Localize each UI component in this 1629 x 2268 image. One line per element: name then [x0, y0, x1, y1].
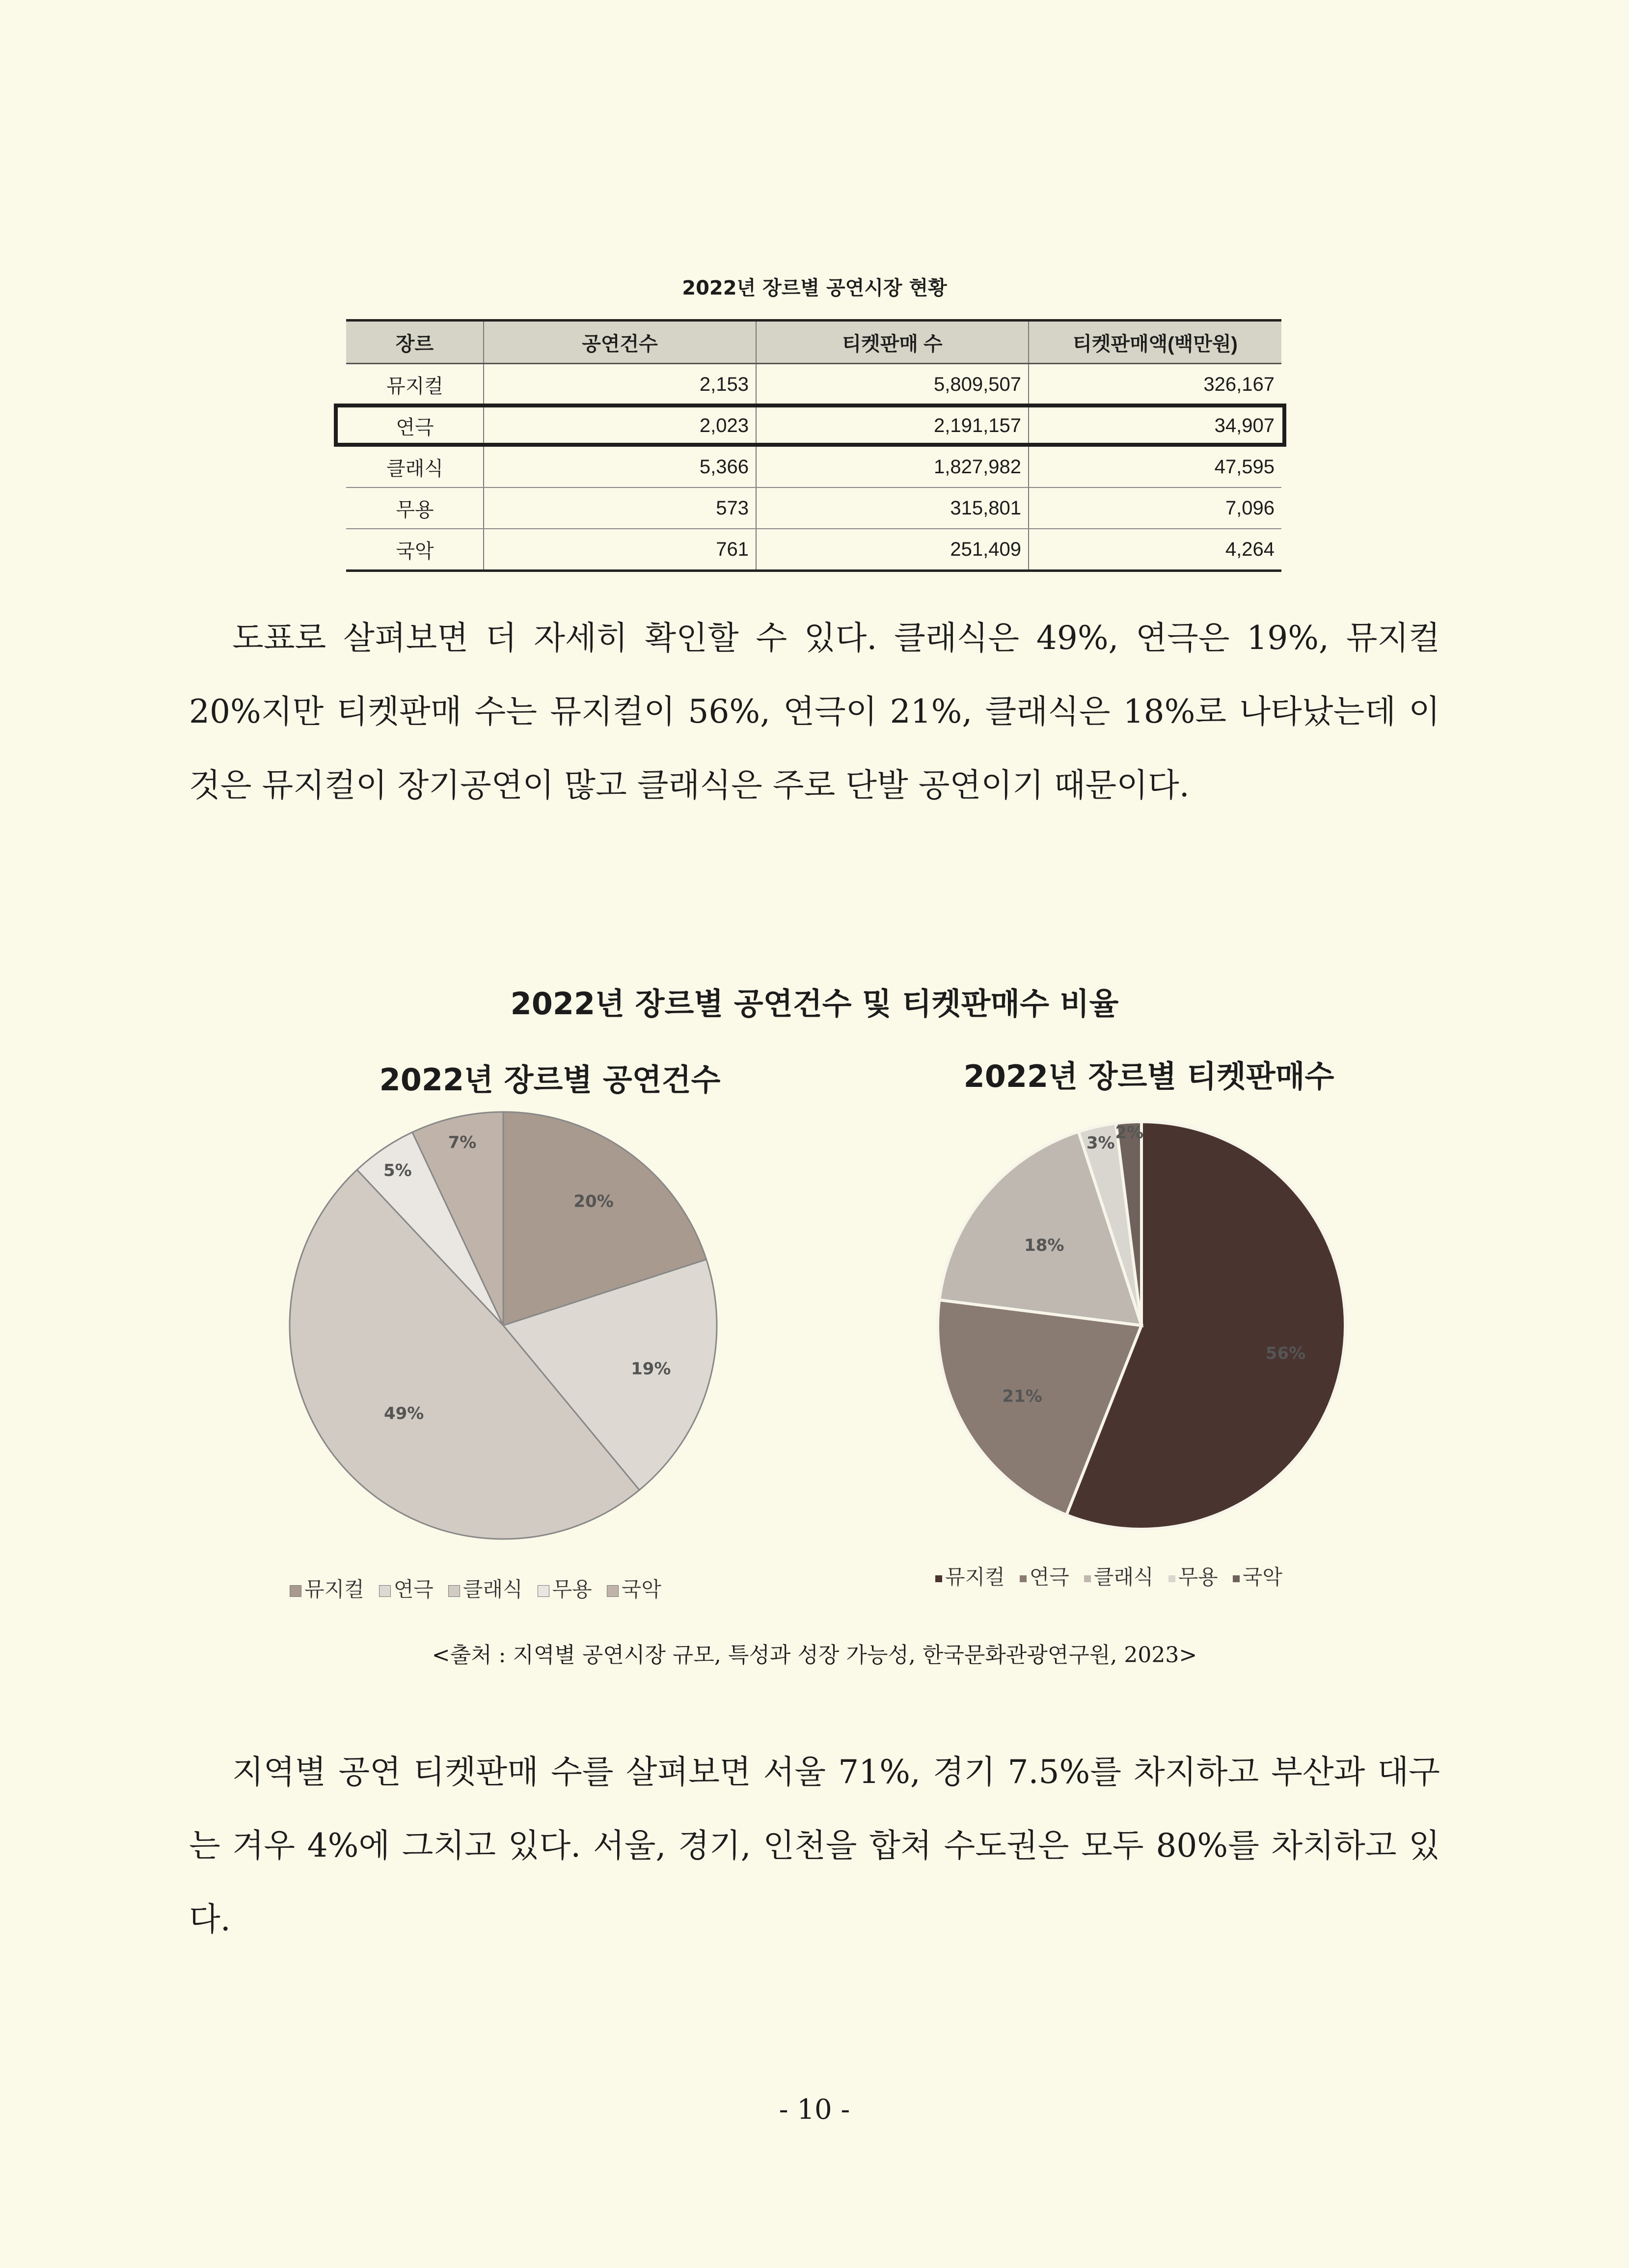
cell-performances: 2,023 [484, 405, 756, 446]
legend-swatch [290, 1585, 301, 1597]
charts-title: 2022년 장르별 공연건수 및 티켓판매수 비율 [510, 986, 1119, 1022]
pie-1-legend-item [379, 1573, 434, 1603]
cell-performances: 5,366 [484, 446, 756, 487]
page-number: - 10 - [779, 2094, 850, 2126]
cell-performances: 761 [484, 529, 756, 571]
cell-tickets: 5,809,507 [756, 364, 1029, 405]
legend-label: 뮤지컬 [304, 1577, 364, 1601]
cell-revenue: 34,907 [1029, 405, 1281, 446]
header-revenue: 티켓판매액(백만원) [1029, 321, 1281, 364]
cell-revenue: 326,167 [1029, 364, 1281, 405]
cell-revenue: 7,096 [1029, 487, 1281, 529]
cell-performances: 2,153 [484, 364, 756, 405]
table-title: 2022년 장르별 공연시장 현황 [682, 277, 947, 299]
source-caption: <출처 : 지역별 공연시장 규모, 특성과 성장 가능성, 한국문화관광연구원, 2023> [432, 1643, 1197, 1668]
pie-1-label-3: 5% [383, 1161, 412, 1181]
pie-1-label-1: 19% [631, 1359, 671, 1379]
pie-chart-2-legend [935, 1561, 1297, 1591]
pie-1-legend-item [538, 1573, 592, 1603]
cell-tickets: 2,191,157 [756, 405, 1029, 446]
pie-1-legend-item [290, 1573, 364, 1603]
pie-2-legend-item [1084, 1561, 1154, 1591]
pie-2-label-2: 18% [1024, 1235, 1064, 1255]
pie-2-label-1: 21% [1002, 1386, 1042, 1406]
pie-chart-1-title: 2022년 장르별 공연건수 [379, 1062, 721, 1098]
pie-2-label-3: 3% [1086, 1133, 1115, 1153]
pie-2-legend-item [1168, 1561, 1218, 1591]
paragraph-2 [189, 1735, 1440, 1956]
pie-2-label-4: 2% [1115, 1123, 1144, 1143]
legend-label: 국악 [621, 1577, 661, 1601]
legend-swatch [1084, 1575, 1091, 1582]
legend-label: 뮤지컬 [945, 1565, 1005, 1589]
pie-2-legend-item [1020, 1561, 1069, 1591]
legend-swatch [538, 1585, 549, 1597]
legend-label: 연극 [1029, 1565, 1069, 1589]
cell-revenue: 4,264 [1029, 529, 1281, 571]
pie-2-legend-item [1233, 1561, 1282, 1591]
header-performances: 공연건수 [484, 321, 756, 364]
cell-genre: 클래식 [346, 446, 484, 487]
legend-swatch [448, 1585, 460, 1597]
cell-genre: 연극 [346, 405, 484, 446]
legend-swatch [1168, 1575, 1175, 1582]
legend-swatch [935, 1575, 942, 1582]
pie-chart-1-legend [290, 1573, 676, 1603]
header-genre: 장르 [346, 321, 484, 364]
legend-label: 클래식 [1093, 1565, 1154, 1589]
legend-swatch [1020, 1575, 1027, 1582]
pie-1-legend-item [607, 1573, 661, 1603]
cell-genre: 뮤지컬 [346, 364, 484, 405]
cell-tickets: 1,827,982 [756, 446, 1029, 487]
pie-chart-2-title: 2022년 장르별 티켓판매수 [963, 1058, 1334, 1094]
cell-tickets: 315,801 [756, 487, 1029, 529]
legend-swatch [1233, 1575, 1240, 1582]
header-tickets: 티켓판매 수 [756, 321, 1029, 364]
pie-1-label-2: 49% [383, 1404, 424, 1424]
pie-2-label-0: 56% [1265, 1343, 1306, 1363]
pie-1-legend-item [448, 1573, 523, 1603]
pie-1-label-4: 7% [448, 1133, 477, 1153]
cell-genre: 국악 [346, 529, 484, 571]
legend-label: 무용 [1178, 1565, 1218, 1589]
cell-tickets: 251,409 [756, 529, 1029, 571]
legend-label: 클래식 [462, 1577, 523, 1601]
cell-performances: 573 [484, 487, 756, 529]
legend-label: 국악 [1242, 1565, 1282, 1589]
paragraph-2-text: 지역별 공연 티켓판매 수를 살펴보면 서울 71%, 경기 7.5%를 차지하고 부산과 대구는 겨우 4%에 그치고 있다. 서울, 경기, 인천을 합쳐 수도권은 모두 80%를 차치하고 있다. [189, 1753, 1440, 1938]
cell-genre: 무용 [346, 487, 484, 529]
pie-2-legend-item [935, 1561, 1005, 1591]
cell-revenue: 47,595 [1029, 446, 1281, 487]
legend-label: 무용 [552, 1577, 592, 1601]
pie-1-label-0: 20% [573, 1191, 614, 1212]
legend-swatch [607, 1585, 619, 1597]
legend-swatch [379, 1585, 391, 1597]
paragraph-1-text: 도표로 살펴보면 더 자세히 확인할 수 있다. 클래식은 49%, 연극은 19%, 뮤지컬 20%지만 티켓판매 수는 뮤지컬이 56%, 연극이 21%, 클래식은 18%로 나타났는데 이것은 뮤지컬이 장기공연이 많고 클래식은 주로 단발 공연이기 때문이다. [189, 619, 1440, 804]
legend-label: 연극 [393, 1577, 434, 1601]
